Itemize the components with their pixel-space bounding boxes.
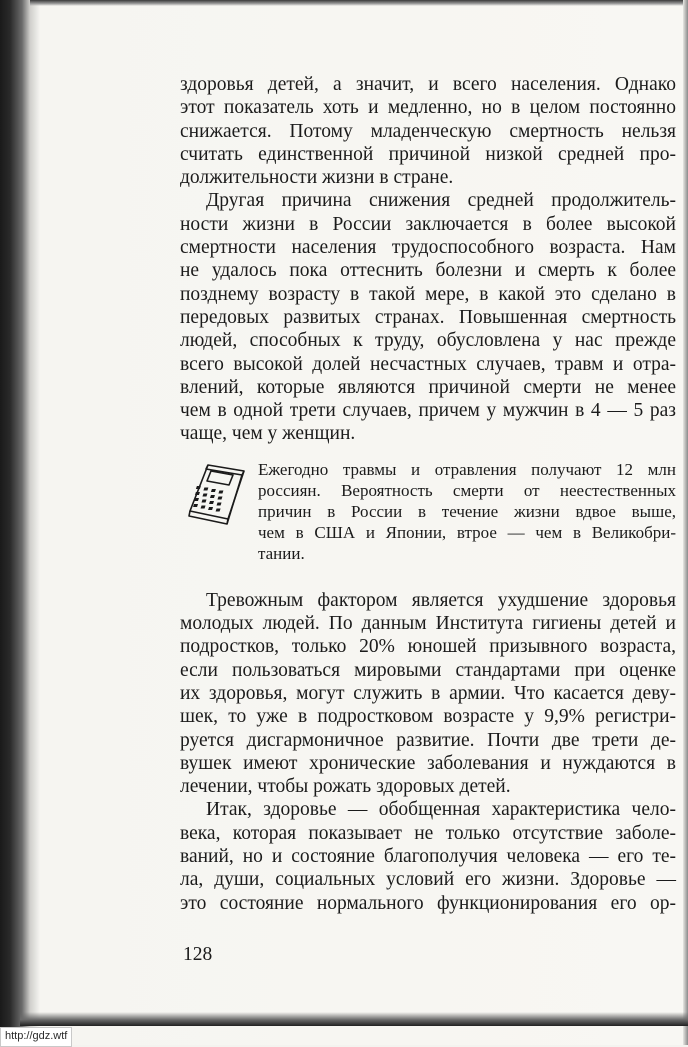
text-line: влений, которые являются причиной смерти не менее <box>180 376 676 398</box>
text-line: ности жизни в России заключается в более высокой <box>180 213 676 235</box>
spacer <box>180 577 676 589</box>
text-line: ваний, но и состояние благополучия человека — его те- <box>180 846 676 868</box>
callout-line: россиян. Вероятность смерти от неестественных <box>258 480 676 500</box>
text-line: лечении, чтобы рожать здоровых детей. <box>180 776 511 798</box>
callout-line: Ежегодно травмы и отравления получают 12 млн <box>258 459 676 479</box>
callout-text <box>258 459 676 564</box>
calculator-icon <box>184 461 248 527</box>
paragraph-2 <box>180 189 676 445</box>
text-line: чем в одной трети случаев, причем у мужчин в 4 — 5 раз <box>180 400 676 422</box>
text-line: смертности населения трудоспособного возраста. Нам <box>180 237 676 259</box>
text-line: чаще, чем у женщин. <box>180 423 356 445</box>
spacer <box>180 446 676 459</box>
text-line: не удалось пока оттеснить болезни и смерть к более <box>180 260 676 282</box>
paragraph-1 <box>180 73 676 189</box>
text-line: снижается. Потому младенческую смертность нельзя <box>180 120 676 142</box>
text-line: молодых людей. По данным Института гигиены детей и <box>180 613 676 635</box>
text-line: вушек имеют хронические заболевания и нуждаются в <box>180 752 676 774</box>
callout-line: причин в России в течение жизни вдвое выше, <box>258 501 676 521</box>
text-line: их здоровья, могут служить в армии. Что касается деву- <box>180 682 676 704</box>
text-line: всего высокой долей несчастных случаев, травм и отра- <box>180 353 676 375</box>
page-right-edge <box>683 0 688 1045</box>
text-line: века, которая показывает не только отсутствие заболе- <box>180 822 676 844</box>
callout-line: чем в США и Японии, втрое — чем в Великобри- <box>258 522 676 542</box>
page-bottom-edge <box>20 1012 688 1026</box>
text-line: Итак, здоровье — обобщенная характеристика чело- <box>206 799 676 821</box>
page-top-edge <box>30 0 688 6</box>
callout-line: тании. <box>258 543 305 563</box>
text-line: Тревожным фактором является ухудшение здоровья <box>206 589 676 611</box>
text-line: должительности жизни в стране. <box>180 167 454 189</box>
fact-callout <box>180 459 676 577</box>
text-line: шек, то уже в подростковом возрасте у 9,9% регистри- <box>180 706 676 728</box>
text-line: если пользоваться мировыми стандартами при оценке <box>180 659 676 681</box>
text-line: считать единственной причиной низкой средней про- <box>180 143 676 165</box>
text-line: Другая причина снижения средней продолжитель- <box>206 190 676 212</box>
text-line: этот показатель хоть и медленно, но в целом постоянно <box>180 97 676 119</box>
text-line: передовых развитых странах. Повышенная смертность <box>180 306 676 328</box>
text-line: людей, способных к труду, обусловлена у нас прежде <box>180 330 676 352</box>
paragraph-3 <box>180 589 676 799</box>
watermark-link[interactable]: http://gdz.wtf <box>0 1027 72 1047</box>
text-column <box>180 73 676 915</box>
paragraph-4 <box>180 798 676 914</box>
text-line: подростков, только 20% юношей призывного возраста, <box>180 636 676 658</box>
text-line: позднему возрасту в такой мере, в какой это сделано в <box>180 283 676 305</box>
text-line: руется дисгармоничное развитие. Почти две трети де- <box>180 729 676 751</box>
text-line: ла, души, социальных условий его жизни. Здоровье — <box>180 869 676 891</box>
page-number: 128 <box>183 944 213 965</box>
text-line: здоровья детей, а значит, и всего населения. Однако <box>180 74 676 95</box>
text-line: это состояние нормального функционирования его ор- <box>180 892 676 914</box>
